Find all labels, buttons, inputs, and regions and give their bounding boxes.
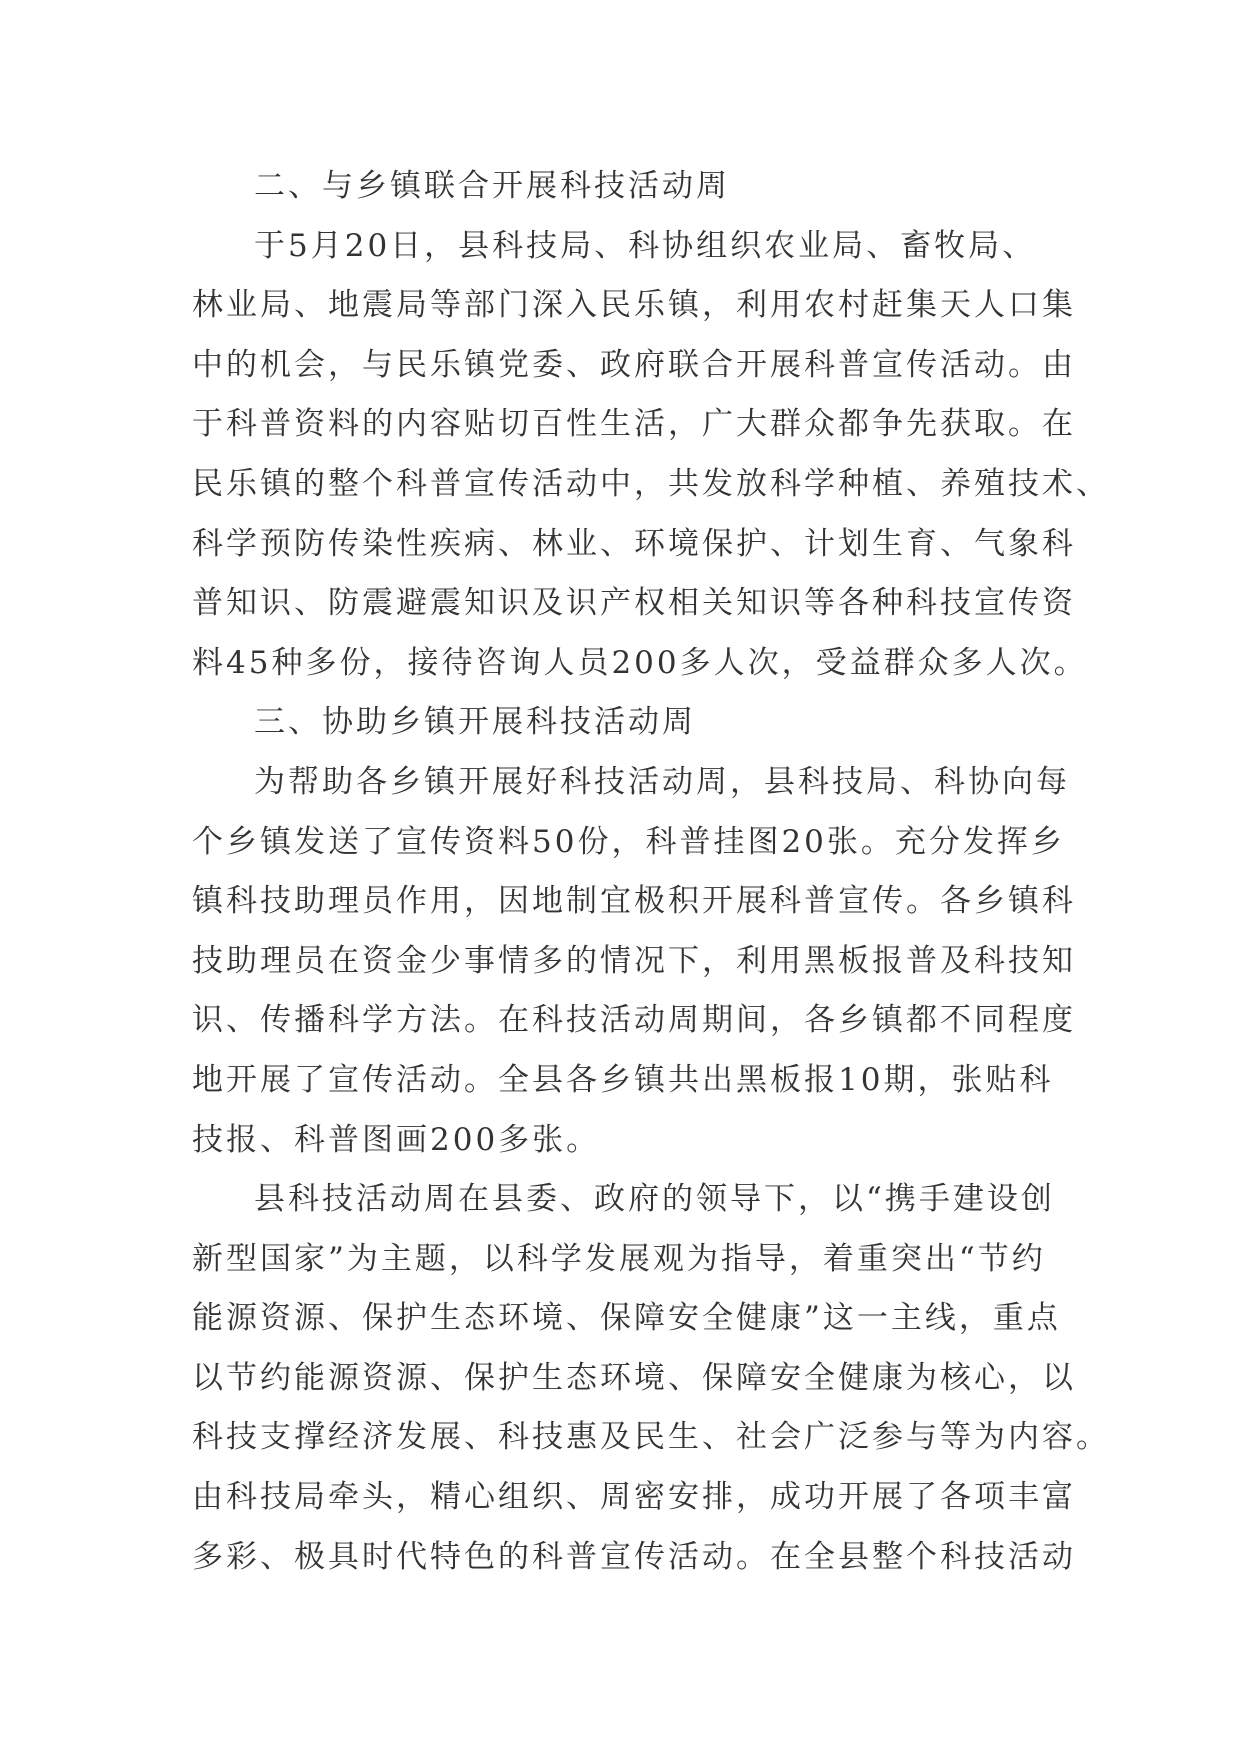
paragraph-line: 民乐镇的整个科普宣传活动中，共发放科学种植、养殖技术、 [192, 465, 1110, 502]
paragraph-line: 新型国家”为主题，以科学发展观为指导，着重突出“节约 [192, 1240, 1046, 1277]
paragraph-line: 科学预防传染性疾病、林业、环境保护、计划生育、气象科 [192, 525, 1076, 562]
paragraph-line: 镇科技助理员作用，因地制宜极积开展科普宣传。各乡镇科 [192, 883, 1076, 920]
paragraph-line: 料45种多份，接待咨询人员200多人次，受益群众多人次。 [192, 644, 1088, 681]
paragraph-line: 于科普资料的内容贴切百性生活，广大群众都争先获取。在 [192, 406, 1076, 443]
paragraph-line: 科技支撑经济发展、科技惠及民生、社会广泛参与等为内容。 [192, 1419, 1110, 1456]
section-heading-3: 三、协助乡镇开展科技活动周 [254, 704, 696, 741]
paragraph-line: 以节约能源资源、保护生态环境、保障安全健康为核心，以 [192, 1359, 1076, 1396]
paragraph-line: 识、传播科学方法。在科技活动周期间，各乡镇都不同程度 [192, 1002, 1076, 1039]
paragraph-line: 个乡镇发送了宣传资料50份，科普挂图20张。充分发挥乡 [192, 823, 1065, 860]
paragraph-line: 地开展了宣传活动。全县各乡镇共出黑板报10期，张贴科 [192, 1061, 1054, 1098]
paragraph-line: 于5月20日，县科技局、科协组织农业局、畜牧局、 [254, 227, 1037, 264]
paragraph-line: 林业局、地震局等部门深入民乐镇，利用农村赶集天人口集 [192, 287, 1076, 324]
paragraph-line: 技助理员在资金少事情多的情况下，利用黑板报普及科技知 [192, 942, 1076, 979]
paragraph-line: 技报、科普图画200多张。 [192, 1121, 601, 1158]
paragraph-line: 县科技活动周在县委、政府的领导下，以“携手建设创 [254, 1181, 1055, 1218]
paragraph-line: 普知识、防震避震知识及识产权相关知识等各种科技宣传资 [192, 585, 1076, 622]
section-heading-2: 二、与乡镇联合开展科技活动周 [254, 168, 730, 204]
paragraph-line: 为帮助各乡镇开展好科技活动周，县科技局、科协向每 [254, 763, 1070, 800]
body-text [192, 157, 1110, 1587]
paragraph-line: 由科技局牵头，精心组织、周密安排，成功开展了各项丰富 [192, 1479, 1076, 1516]
paragraph-line: 中的机会，与民乐镇党委、政府联合开展科普宣传活动。由 [192, 346, 1076, 383]
paragraph-line: 多彩、极具时代特色的科普宣传活动。在全县整个科技活动 [192, 1538, 1076, 1575]
paragraph-line: 能源资源、保护生态环境、保障安全健康”这一主线，重点 [192, 1300, 1061, 1337]
